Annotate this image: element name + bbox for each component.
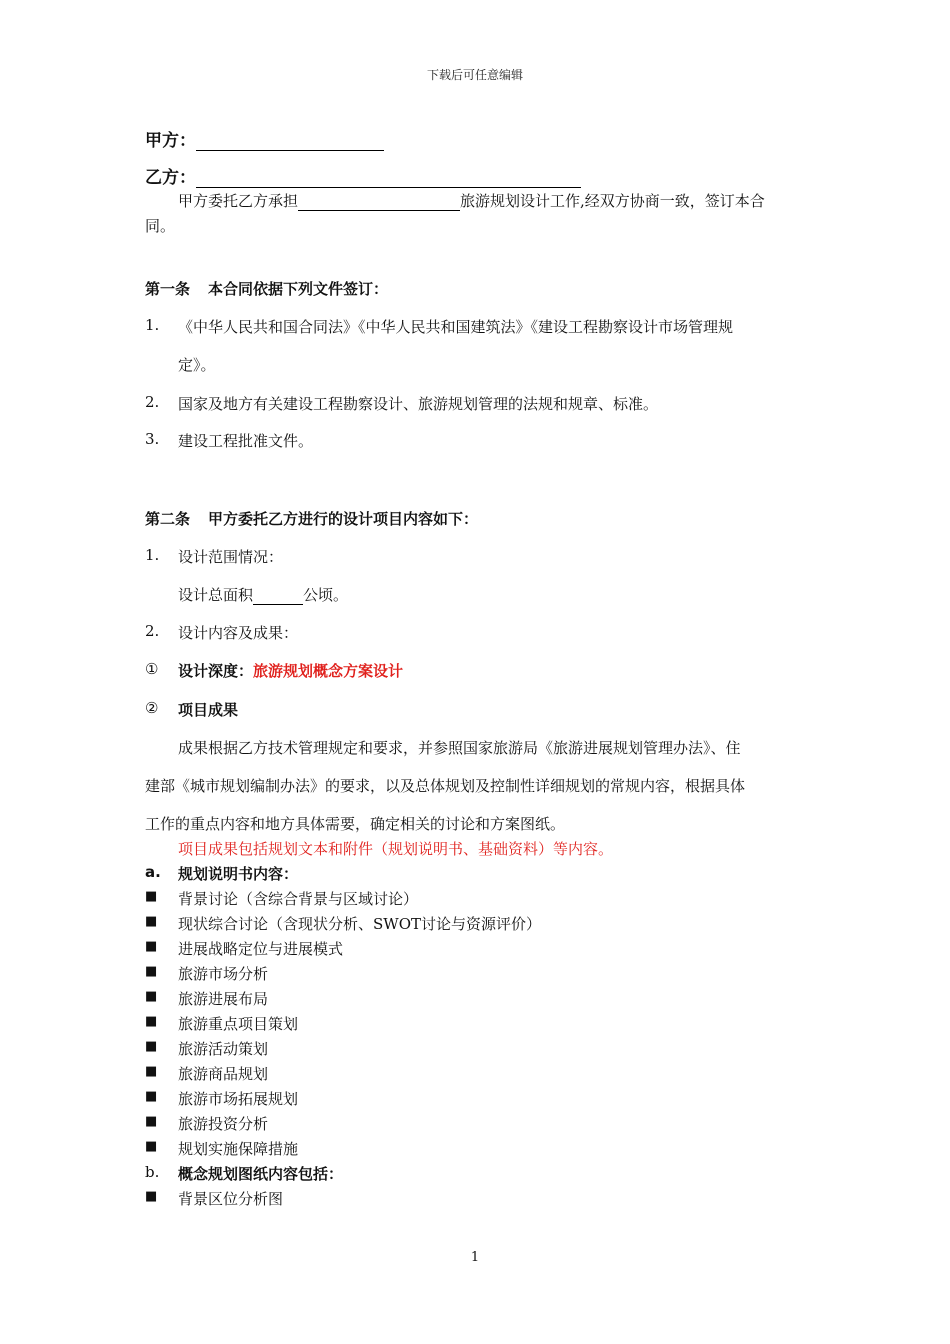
- result-red-note: 项目成果包括规划文本和附件（规划说明书、基础资料）等内容。: [178, 840, 614, 858]
- bullet-icon: ■: [145, 1114, 158, 1129]
- article-1-item-1-text: 《中华人民共和国合同法》《中华人民共和国建筑法》《建设工程勘察设计市场管理规: [178, 318, 734, 336]
- design-area-line: [178, 584, 348, 605]
- party-b-blank: [196, 171, 581, 188]
- result-paragraph-line-3: 工作的重点内容和地方具体需要，确定相关的讨论和方案图纸。: [145, 815, 566, 833]
- project-name-blank: [298, 194, 460, 211]
- list-item: 旅游重点项目策划: [178, 1015, 299, 1033]
- section-a-marker: a.: [145, 863, 161, 881]
- article-1-item-2-text: 国家及地方有关建设工程勘察设计、旅游规划管理的法规和规章、标准。: [178, 395, 659, 413]
- design-depth-line: [178, 660, 403, 681]
- list-item: 旅游进展布局: [178, 990, 269, 1008]
- list-item: 旅游市场分析: [178, 965, 269, 983]
- party-a-label: 甲方：: [145, 131, 196, 151]
- article-1-heading: [145, 278, 388, 299]
- bullet-icon: ■: [145, 889, 158, 904]
- article-1-number: 第一条: [145, 280, 191, 298]
- party-a-row: [145, 126, 384, 151]
- bullet-icon: ■: [145, 1064, 158, 1079]
- article-2-item-1-number: 1.: [145, 546, 160, 564]
- bullet-icon: ■: [145, 964, 158, 979]
- bullet-icon: ■: [145, 989, 158, 1004]
- article-2-item-2-number: 2.: [145, 622, 160, 640]
- bullet-icon: ■: [145, 914, 158, 929]
- bullet-icon: ■: [145, 1014, 158, 1029]
- result-paragraph-line-2: 建部《城市规划编制办法》的要求，以及总体规划及控制性详细规划的常规内容，根据具体: [145, 777, 746, 795]
- design-depth-marker: ①: [145, 660, 159, 678]
- area-after: 公顷。: [303, 586, 349, 604]
- area-before: 设计总面积: [178, 586, 254, 604]
- list-item: 旅游投资分析: [178, 1115, 269, 1133]
- party-b-label: 乙方：: [145, 168, 196, 188]
- party-a-blank: [196, 134, 384, 151]
- list-item: 旅游商品规划: [178, 1065, 269, 1083]
- design-depth-label: 设计深度：: [178, 662, 254, 680]
- intro-after: 旅游规划设计工作,经双方协商一致，签订本合: [460, 192, 765, 210]
- article-1-item-1-number: 1.: [145, 316, 160, 334]
- list-item: 规划实施保障措施: [178, 1140, 299, 1158]
- bullet-icon: ■: [145, 1039, 158, 1054]
- section-b-title: 概念规划图纸内容包括：: [178, 1165, 344, 1183]
- party-b-row: [145, 163, 581, 188]
- list-item: 现状综合讨论（含现状分析、SWOT讨论与资源评价）: [178, 915, 541, 933]
- list-item: 背景讨论（含综合背景与区域讨论）: [178, 890, 419, 908]
- design-depth-value: 旅游规划概念方案设计: [253, 662, 404, 680]
- article-1-item-2-number: 2.: [145, 393, 160, 411]
- bullet-icon: ■: [145, 1189, 158, 1204]
- intro-before: 甲方委托乙方承担: [178, 192, 299, 210]
- list-item: 旅游活动策划: [178, 1040, 269, 1058]
- article-1-title: 本合同依据下列文件签订：: [208, 280, 389, 298]
- section-a-title: 规划说明书内容：: [178, 865, 299, 883]
- article-2-item-2-text: 设计内容及成果：: [178, 624, 299, 642]
- area-blank: [253, 588, 303, 605]
- project-result-label: 项目成果: [178, 701, 239, 719]
- result-paragraph-line-1: 成果根据乙方技术管理规定和要求，并参照国家旅游局《旅游进展规划管理办法》、住: [178, 739, 741, 757]
- article-2-title: 甲方委托乙方进行的设计项目内容如下：: [208, 510, 479, 528]
- list-item: 旅游市场拓展规划: [178, 1090, 299, 1108]
- article-2-item-1-text: 设计范围情况：: [178, 548, 284, 566]
- bullet-icon: ■: [145, 1139, 158, 1154]
- project-result-marker: ②: [145, 699, 159, 717]
- article-2-heading: [145, 508, 478, 529]
- list-item: 背景区位分析图: [178, 1190, 284, 1208]
- article-1-item-1-continuation: 定》。: [178, 356, 216, 374]
- bullet-icon: ■: [145, 1089, 158, 1104]
- intro-line: [178, 190, 765, 211]
- article-1-item-3-text: 建设工程批准文件。: [178, 432, 314, 450]
- section-b-marker: b.: [145, 1163, 160, 1181]
- page-header-note: 下载后可任意编辑: [426, 68, 523, 82]
- list-item: 进展战略定位与进展模式: [178, 940, 344, 958]
- intro-continuation: 同。: [145, 217, 176, 235]
- article-2-number: 第二条: [145, 510, 191, 528]
- page-number: 1: [470, 1250, 480, 1265]
- bullet-icon: ■: [145, 939, 158, 954]
- article-1-item-3-number: 3.: [145, 430, 160, 448]
